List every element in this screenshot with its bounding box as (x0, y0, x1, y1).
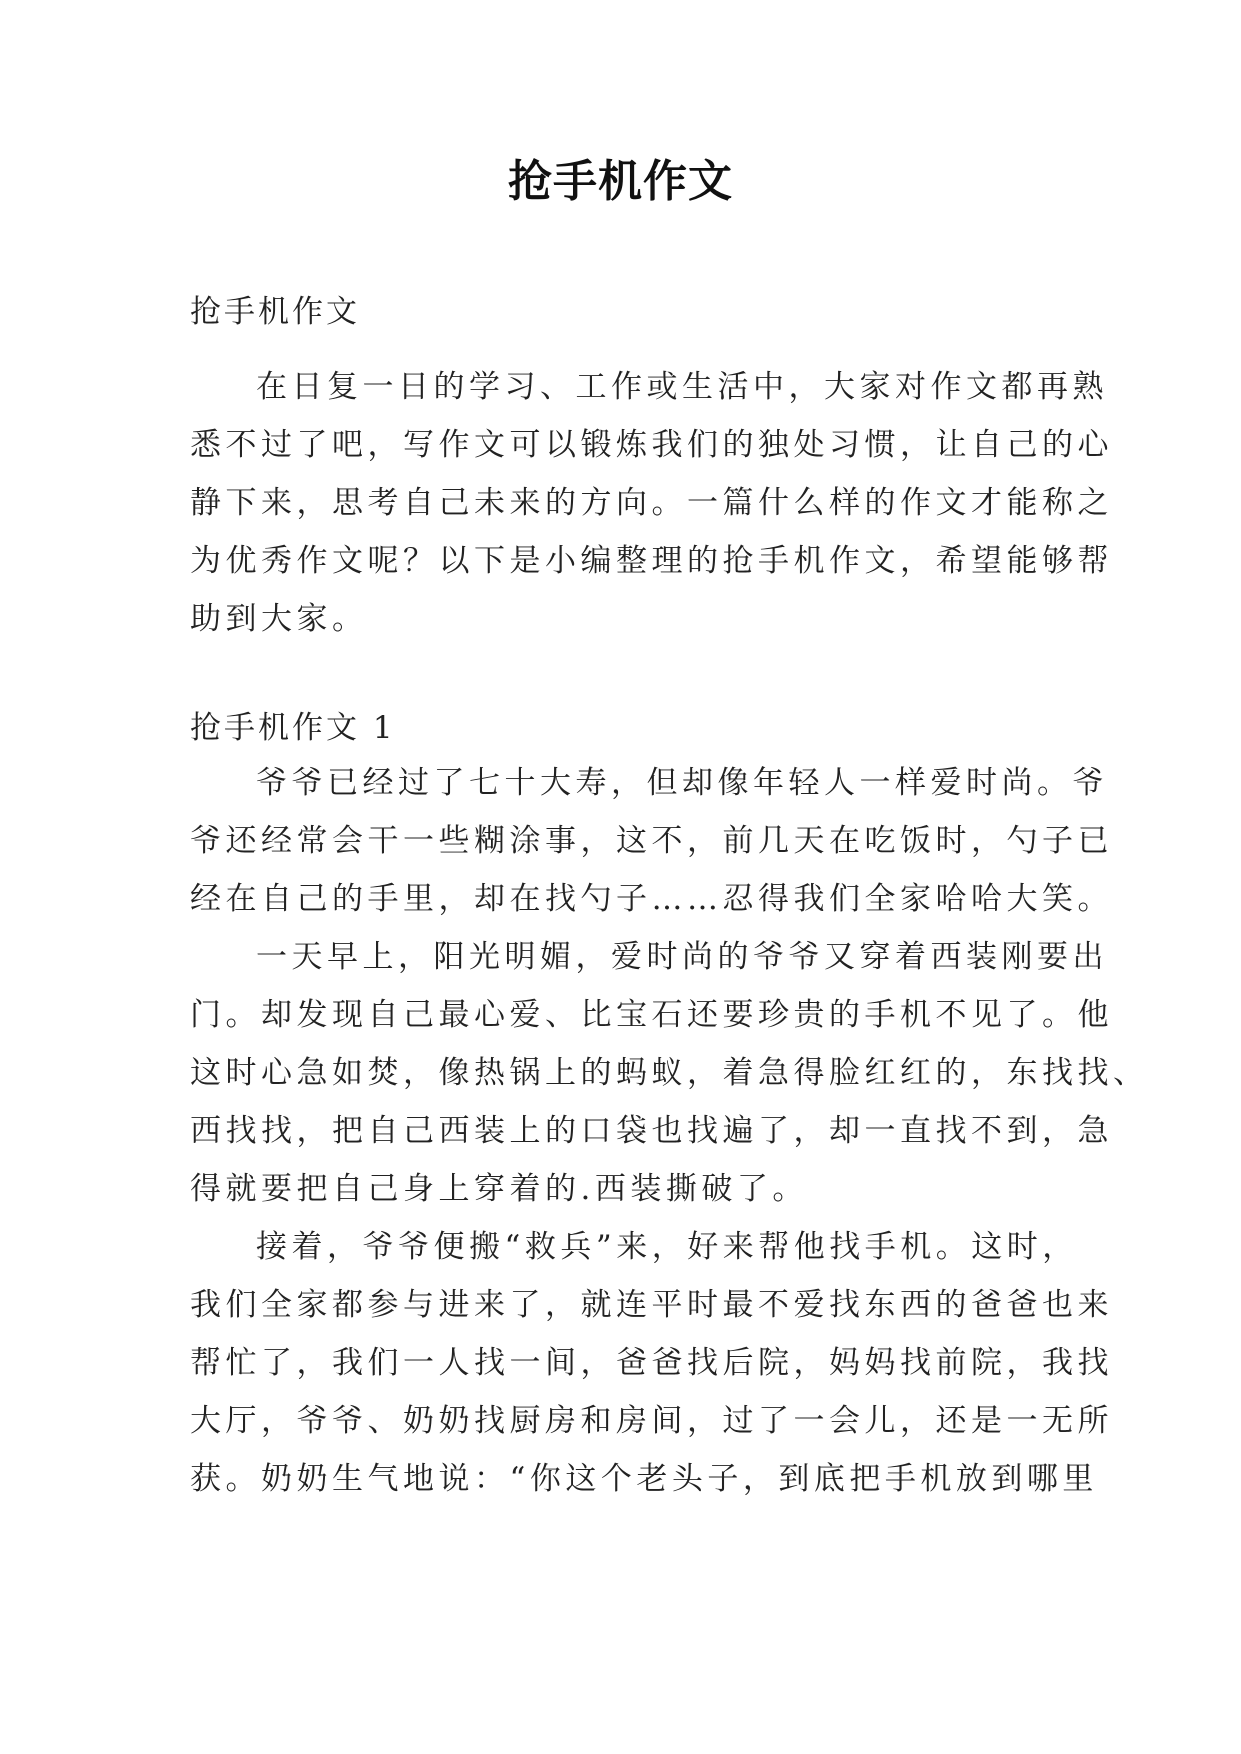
story-paragraph-3 (190, 1218, 1113, 1508)
document-subtitle: 抢手机作文 (190, 294, 360, 330)
paragraph-line: 帮忙了，我们一人找一间，爸爸找后院，妈妈找前院，我找 (190, 1345, 1113, 1381)
document-title: 抢手机作文 (508, 156, 733, 207)
intro-paragraph (190, 358, 1113, 648)
section-heading: 抢手机作文 1 (190, 710, 396, 746)
paragraph-line: 一天早上，阳光明媚，爱时尚的爷爷又穿着西装刚要出 (256, 939, 1108, 975)
paragraph-line: 静下来，思考自己未来的方向。一篇什么样的作文才能称之 (190, 485, 1113, 521)
paragraph-line: 获。奶奶生气地说：“你这个老头子，到底把手机放到哪里 (190, 1461, 1098, 1497)
paragraph-line: 门。却发现自己最心爱、比宝石还要珍贵的手机不见了。他 (190, 997, 1113, 1033)
paragraph-line: 为优秀作文呢？以下是小编整理的抢手机作文，希望能够帮 (190, 543, 1113, 579)
paragraph-line: 助到大家。 (190, 601, 368, 637)
paragraph-line: 我们全家都参与进来了，就连平时最不爱找东西的爸爸也来 (190, 1287, 1113, 1323)
paragraph-line: 大厅，爷爷、奶奶找厨房和房间，过了一会儿，还是一无所 (190, 1403, 1113, 1439)
paragraph-line: 这时心急如焚，像热锅上的蚂蚁，着急得脸红红的，东找找、 (190, 1055, 1149, 1091)
story-paragraph-2 (190, 928, 1149, 1218)
paragraph-line: 爷还经常会干一些糊涂事，这不，前几天在吃饭时，勺子已 (190, 823, 1113, 859)
paragraph-line: 西找找，把自己西装上的口袋也找遍了，却一直找不到，急 (190, 1113, 1113, 1149)
paragraph-line: 在日复一日的学习、工作或生活中，大家对作文都再熟 (256, 369, 1108, 405)
paragraph-line: 接着，爷爷便搬“救兵”来，好来帮他找手机。这时， (256, 1229, 1078, 1265)
paragraph-line: 经在自己的手里，却在找勺子……忍得我们全家哈哈大笑。 (190, 881, 1113, 917)
paragraph-line: 悉不过了吧，写作文可以锻炼我们的独处习惯，让自己的心 (190, 427, 1113, 463)
story-paragraph-1 (190, 754, 1113, 928)
paragraph-line: 爷爷已经过了七十大寿，但却像年轻人一样爱时尚。爷 (256, 765, 1108, 801)
paragraph-line: 得就要把自己身上穿着的.西装撕破了。 (190, 1171, 808, 1207)
